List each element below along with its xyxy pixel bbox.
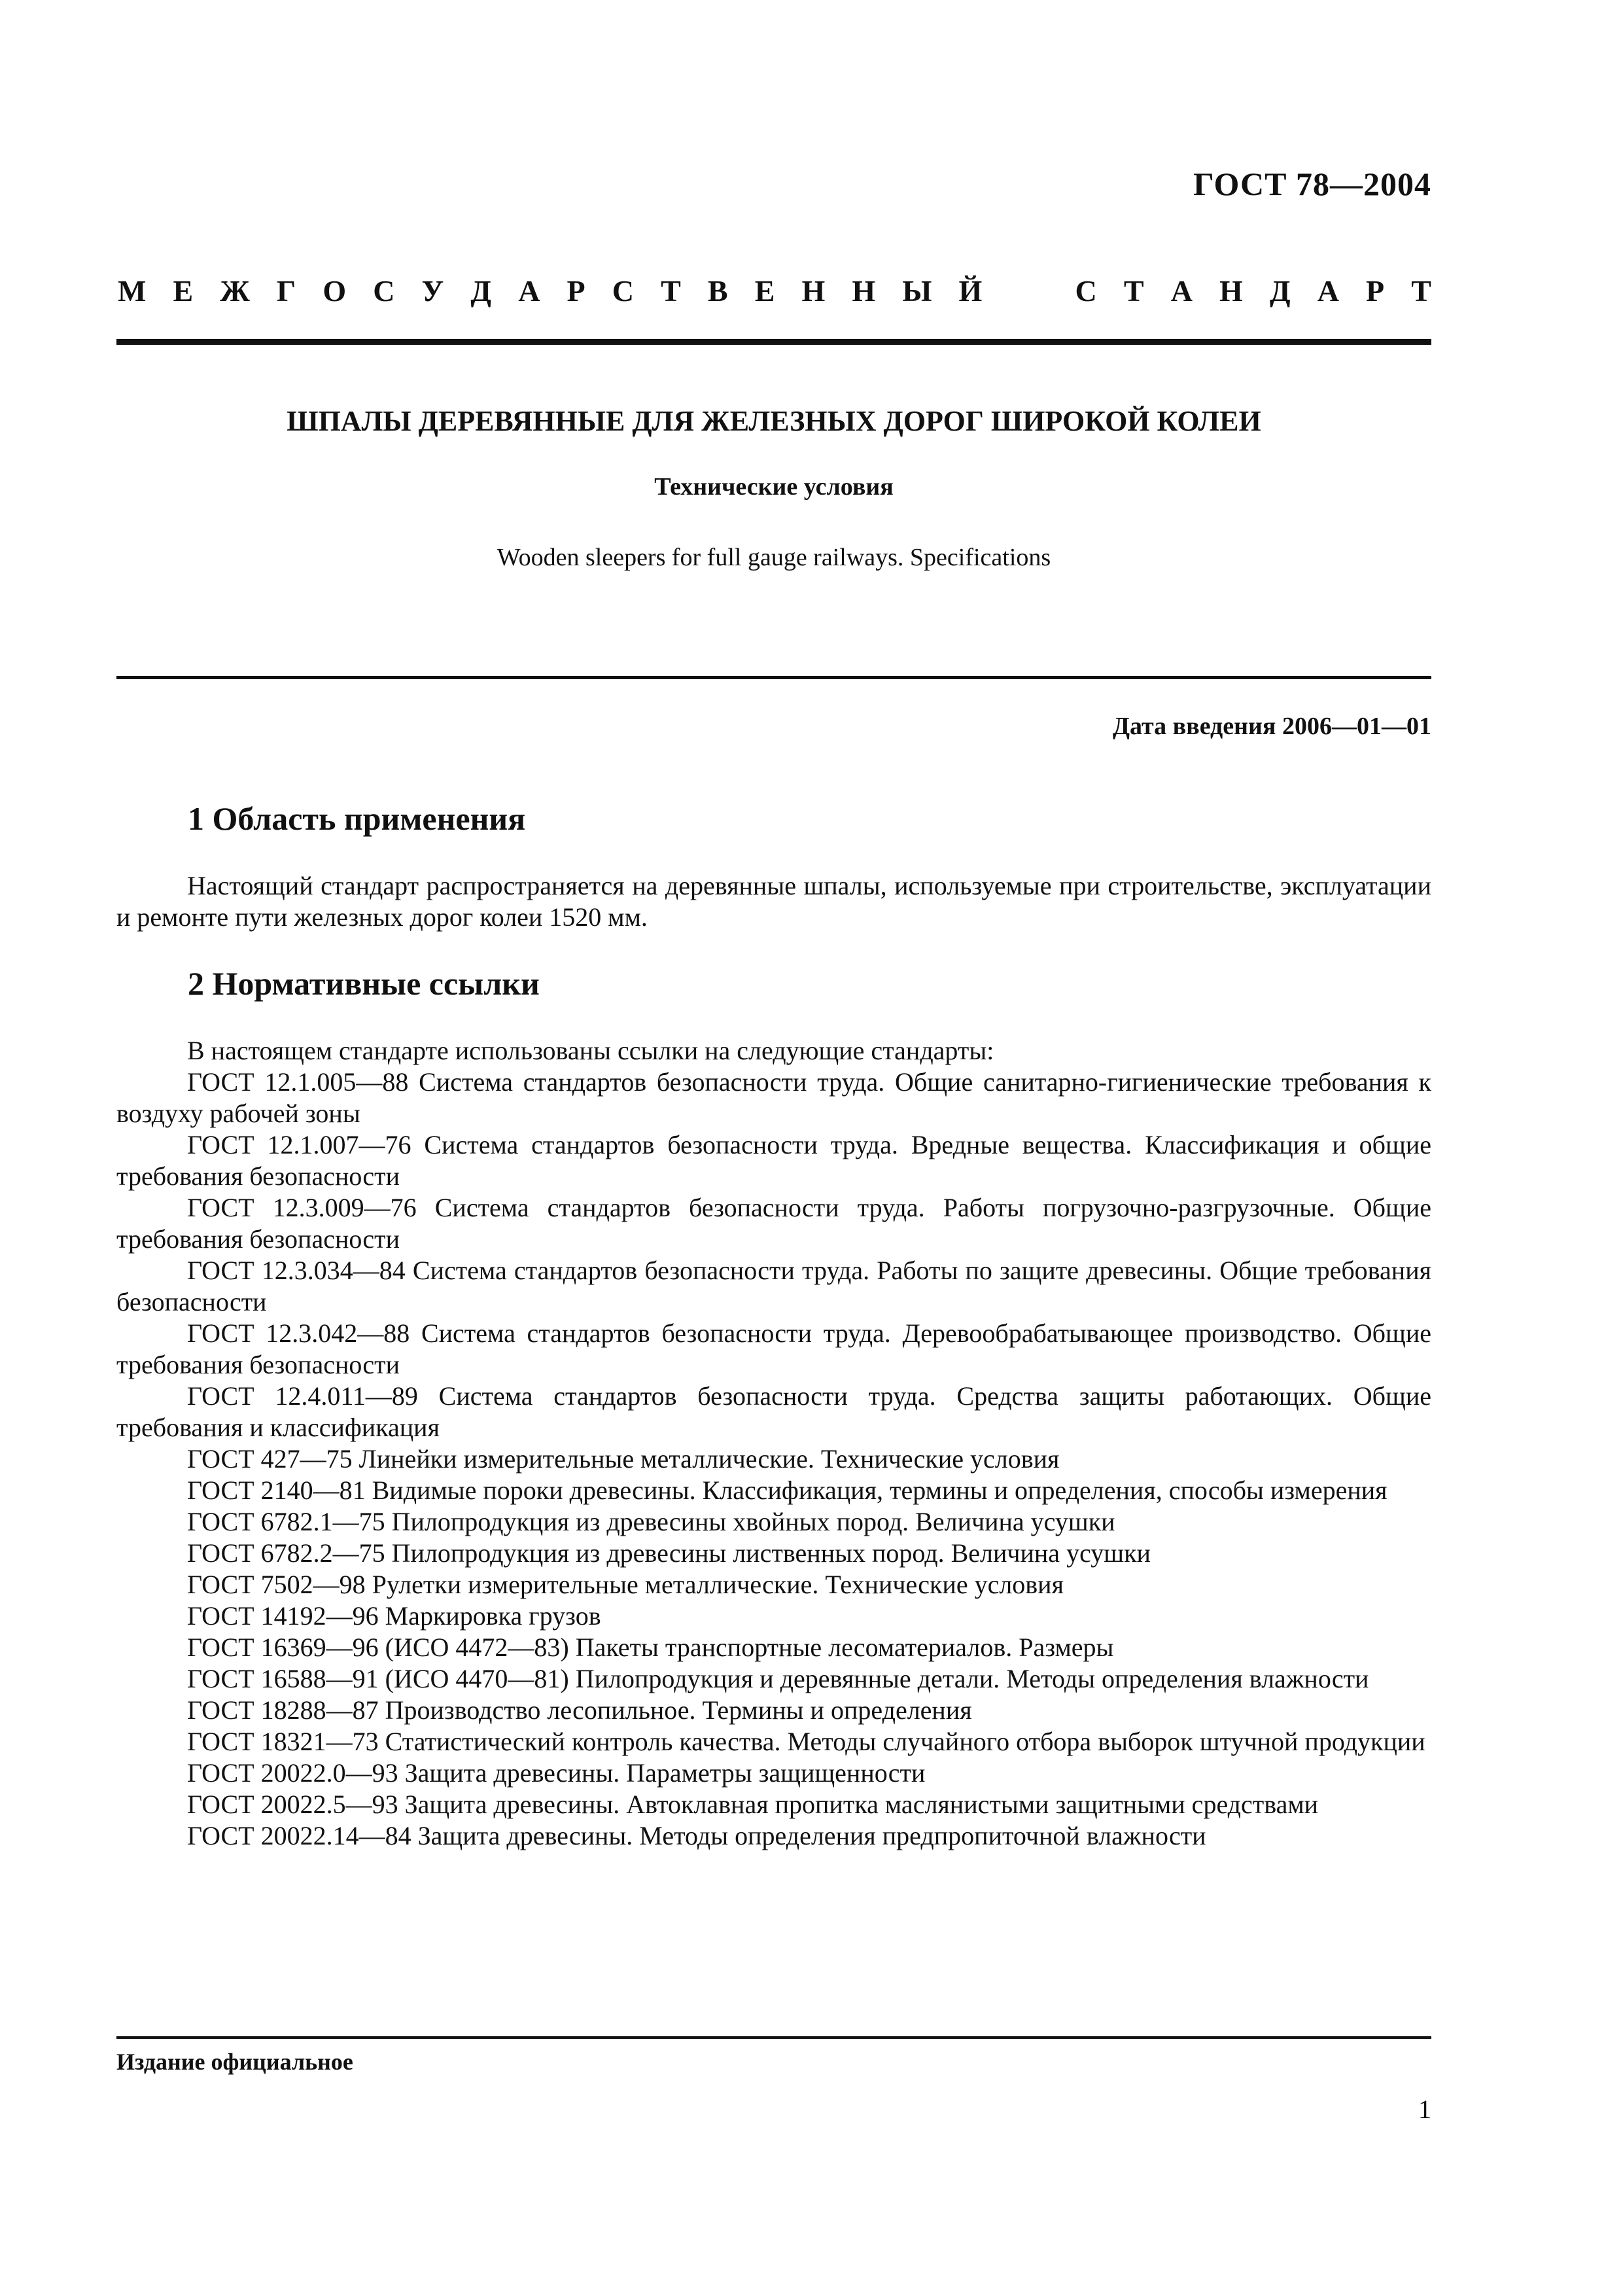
standard-kind-letter: Ж xyxy=(220,274,250,308)
standard-kind-letter: Д xyxy=(470,274,492,308)
reference-item: ГОСТ 7502—98 Рулетки измерительные металлические. Технические условия xyxy=(187,1570,1064,1599)
section-heading-references: 2 Нормативные ссылки xyxy=(188,965,540,1002)
standard-kind-letter: А xyxy=(1317,274,1339,308)
document-title: ШПАЛЫ ДЕРЕВЯННЫЕ ДЛЯ ЖЕЛЕЗНЫХ ДОРОГ ШИРОКОЙ КОЛЕИ xyxy=(287,405,1261,437)
standard-kind-letter: Й xyxy=(958,274,983,308)
standard-kind-letter: Т xyxy=(1411,274,1431,308)
header-divider xyxy=(116,339,1431,345)
reference-item: ГОСТ 18288—87 Производство лесопильное. Термины и определения xyxy=(187,1695,972,1725)
reference-item: ГОСТ 12.3.009—76 Система стандартов безопасности труда. Работы погрузочно-разгрузочные. Общие требования безопасности xyxy=(116,1193,1431,1254)
edition-label: Издание официальное xyxy=(116,2049,353,2075)
references-lead: В настоящем стандарте использованы ссылки на следующие стандарты: xyxy=(187,1036,994,1065)
reference-item: ГОСТ 12.1.007—76 Система стандартов безопасности труда. Вредные вещества. Классификация и общие требования безопасности xyxy=(116,1130,1431,1191)
reference-item: ГОСТ 20022.5—93 Защита древесины. Автоклавная пропитка маслянистыми защитными средствами xyxy=(187,1790,1319,1819)
standard-kind-letter: С xyxy=(1075,274,1097,308)
standard-kind-letter: Н xyxy=(801,274,826,308)
standard-kind-letter: Д xyxy=(1269,274,1291,308)
footer-divider xyxy=(116,2036,1431,2039)
standard-kind-letter: Е xyxy=(173,274,194,308)
reference-item: ГОСТ 20022.0—93 Защита древесины. Параметры защищенности xyxy=(187,1758,926,1788)
standard-kind-gap xyxy=(1009,274,1048,308)
reference-item: ГОСТ 6782.2—75 Пилопродукция из древесины лиственных пород. Величина усушки xyxy=(187,1538,1151,1568)
standard-kind-letter: С xyxy=(373,274,395,308)
section-heading-scope: 1 Область применения xyxy=(188,800,526,837)
reference-item: ГОСТ 18321—73 Статистический контроль качества. Методы случайного отбора выборок штучной продукции xyxy=(187,1727,1425,1756)
standard-kind-heading xyxy=(118,274,1431,308)
reference-item: ГОСТ 12.4.011—89 Система стандартов безопасности труда. Средства защиты работающих. Общие требования и классификация xyxy=(116,1381,1431,1442)
standard-kind-letter: В xyxy=(707,274,728,308)
standard-kind-letter: Ы xyxy=(902,274,932,308)
references-list xyxy=(116,1035,1431,1852)
document-title-english: Wooden sleepers for full gauge railways. Specifications xyxy=(497,544,1051,571)
reference-item: ГОСТ 12.3.042—88 Система стандартов безопасности труда. Деревообрабатывающее производство. Общие требования безопасности xyxy=(116,1318,1431,1379)
introduction-date: Дата введения 2006—01—01 xyxy=(1112,713,1431,740)
standard-kind-letter: Р xyxy=(1366,274,1385,308)
document-subtitle: Технические условия xyxy=(654,473,894,501)
page-number: 1 xyxy=(1418,2094,1431,2124)
standard-kind-letter: М xyxy=(118,274,147,308)
title-divider xyxy=(116,676,1431,679)
reference-item: ГОСТ 16369—96 (ИСО 4472—83) Пакеты транспортные лесоматериалов. Размеры xyxy=(187,1633,1114,1662)
reference-item: ГОСТ 14192—96 Маркировка грузов xyxy=(187,1601,601,1631)
standard-kind-letter: Н xyxy=(1219,274,1243,308)
reference-item: ГОСТ 20022.14—84 Защита древесины. Методы определения предпропиточной влажности xyxy=(187,1821,1206,1850)
standard-number: ГОСТ 78—2004 xyxy=(1193,166,1431,202)
reference-item: ГОСТ 2140—81 Видимые пороки древесины. Классификация, термины и определения, способы измерения xyxy=(187,1475,1387,1505)
standard-kind-letter: У xyxy=(421,274,444,308)
reference-item: ГОСТ 6782.1—75 Пилопродукция из древесины хвойных пород. Величина усушки xyxy=(187,1507,1115,1536)
standard-kind-letter: Р xyxy=(567,274,585,308)
standard-kind-letter: С xyxy=(612,274,634,308)
standard-kind-letter: Т xyxy=(661,274,681,308)
reference-item: ГОСТ 427—75 Линейки измерительные металлические. Технические условия xyxy=(187,1444,1060,1474)
reference-item: ГОСТ 16588—91 (ИСО 4470—81) Пилопродукция и деревянные детали. Методы определения влажности xyxy=(187,1664,1369,1693)
reference-item: ГОСТ 12.1.005—88 Система стандартов безопасности труда. Общие санитарно-гигиенические требования к воздуху рабочей зоны xyxy=(116,1067,1431,1128)
standard-kind-letter: Н xyxy=(852,274,876,308)
standard-kind-letter: Г xyxy=(276,274,296,308)
scope-paragraph: Настоящий стандарт распространяется на деревянные шпалы, используемые при строительстве, эксплуатации и ремонте пути железных дорог колеи 1520 мм. xyxy=(116,871,1431,932)
reference-item: ГОСТ 12.3.034—84 Система стандартов безопасности труда. Работы по защите древесины. Общие требования безопасности xyxy=(116,1256,1431,1316)
standard-kind-letter: Т xyxy=(1123,274,1144,308)
standard-kind-letter: Е xyxy=(754,274,775,308)
standard-kind-letter: О xyxy=(323,274,347,308)
standard-kind-letter: А xyxy=(518,274,540,308)
standard-kind-letter: А xyxy=(1170,274,1193,308)
